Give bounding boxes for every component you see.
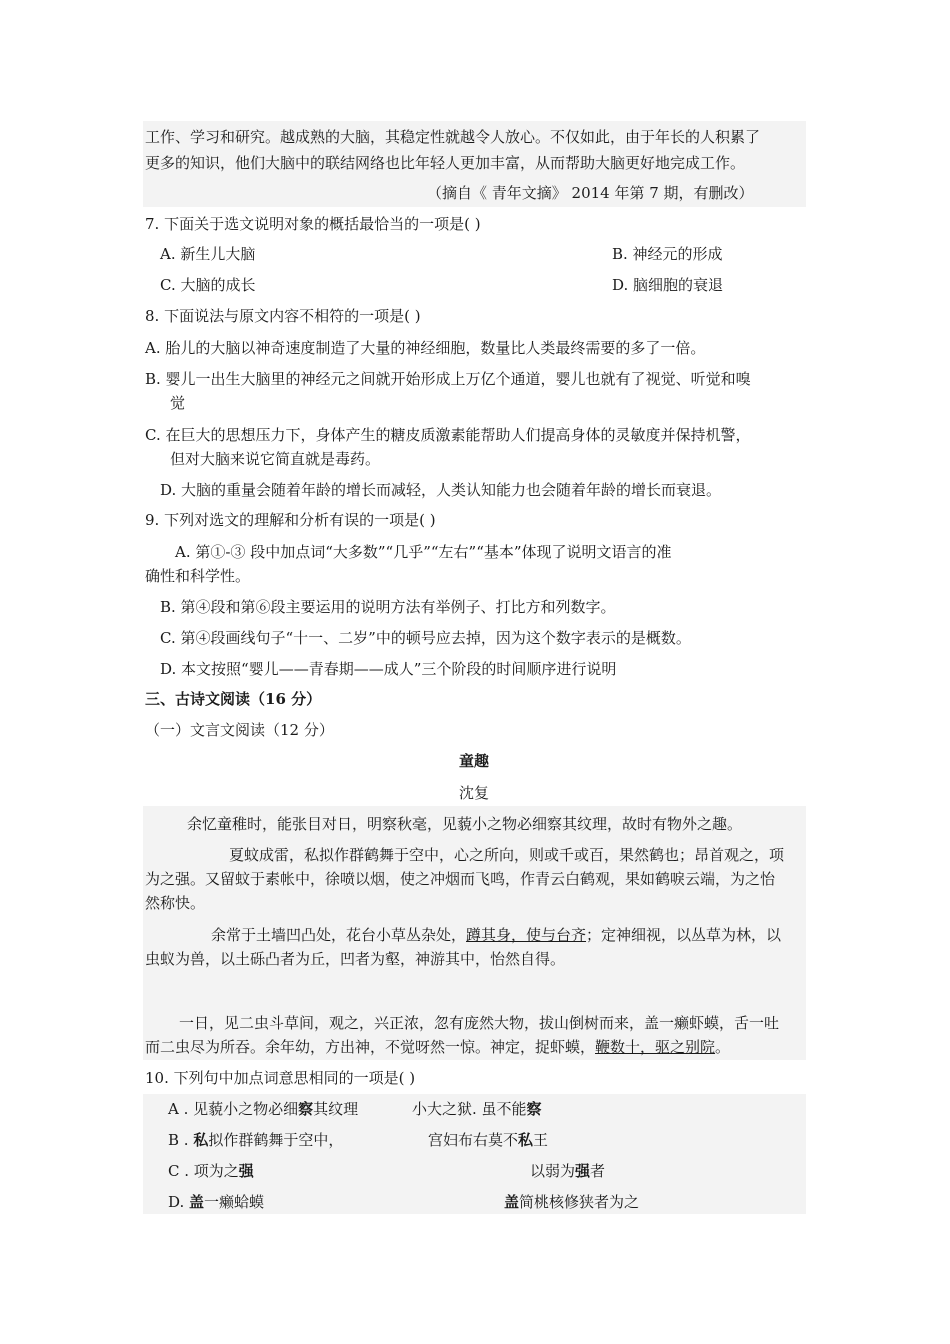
question-9-stem: 9. 下列对选文的理解和分析有误的一项是( )	[145, 511, 436, 529]
question-9-option-b: B. 第④段和第⑥段主要运用的说明方法有举例子、打比方和列数字。	[160, 598, 616, 616]
question-8-option-b: B. 婴儿一出生大脑里的神经元之间就开始形成上万亿个通道，婴儿也就有了视觉、听觉和嗅	[145, 370, 751, 388]
question-8-option-b-cont: 觉	[170, 394, 186, 412]
question-7-option-d: D. 脑细胞的衰退	[612, 276, 724, 294]
question-8-option-d: D. 大脑的重量会随着年龄的增长而减轻，人类认知能力也会随着年龄的增长而衰退。	[160, 481, 722, 499]
question-7-option-a: A. 新生儿大脑	[160, 245, 256, 263]
dotted-keyword: 盖	[189, 1193, 205, 1211]
text-paragraph-2-cont: 然称快。	[145, 894, 206, 912]
section-3-subheading: （一）文言文阅读（12 分）	[145, 721, 334, 739]
underlined-sentence: 鞭数十，驱之别院	[595, 1038, 716, 1056]
question-10-option-a-left	[168, 1099, 358, 1119]
dotted-keyword: 私	[518, 1131, 534, 1149]
text-paragraph-4: 一日，见二虫斗草间，观之，兴正浓，忽有庞然大物，拔山倒树而来，盖一癞虾蟆，舌一吐	[179, 1014, 780, 1032]
option-text: 以弱为	[530, 1162, 576, 1180]
dotted-keyword: 盖	[504, 1193, 520, 1211]
text-paragraph-4-cont	[145, 1037, 730, 1057]
question-8-option-c: C. 在巨大的思想压力下，身体产生的糖皮质激素能帮助人们提高身体的灵敏度并保持机警，	[145, 426, 751, 444]
option-text: 宫妇布右莫不	[428, 1131, 519, 1149]
question-8-stem: 8. 下面说法与原文内容不相符的一项是( )	[145, 307, 421, 325]
question-8-option-c-cont: 但对大脑来说它简直就是毒药。	[170, 450, 381, 468]
text-author: 沈复	[459, 784, 490, 802]
question-10-option-c-left	[168, 1161, 254, 1181]
question-7-stem: 7. 下面关于选文说明对象的概括最恰当的一项是( )	[145, 215, 481, 233]
question-9-option-c: C. 第④段画线句子“十一、二岁”中的顿号应去掉，因为这个数字表示的是概数。	[160, 629, 691, 647]
question-10-option-b-right	[428, 1130, 548, 1150]
question-9-option-d: D. 本文按照“婴儿——青春期——成人”三个阶段的时间顺序进行说明	[160, 660, 617, 678]
text-segment: 而二虫尽为所吞。余年幼，方出神，不觉呀然一惊。神定，捉虾蟆，	[145, 1038, 596, 1056]
option-text: A . 见藐小之物必细	[168, 1100, 299, 1118]
dotted-keyword: 察	[298, 1100, 314, 1118]
question-10-stem: 10. 下列句中加点词意思相同的一项是( )	[145, 1069, 416, 1087]
text-paragraph-3-cont: 虫蚁为兽，以土砾凸者为丘，凹者为壑，神游其中，怡然自得。	[145, 950, 566, 968]
question-10-option-a-right	[412, 1099, 542, 1119]
text-paragraph-1: 余忆童稚时，能张目对日，明察秋毫，见藐小之物必细察其纹理，故时有物外之趣。	[187, 815, 743, 833]
option-text: D.	[168, 1193, 190, 1211]
option-text: C . 项为之	[168, 1162, 239, 1180]
question-10-option-d-right	[504, 1192, 639, 1212]
text-paragraph-3	[211, 925, 781, 945]
text-title: 童趣	[459, 752, 490, 770]
text-paragraph-2: 夏蚊成雷，私拟作群鹤舞于空中，心之所向，则或千或百，果然鹤也；昂首观之，项	[229, 846, 785, 864]
option-text: 拟作群鹤舞于空中，	[208, 1131, 344, 1149]
question-9-option-a: A. 第①-③ 段中加点词“大多数”“几乎”“左右”“基本”体现了说明文语言的准	[175, 543, 672, 561]
text-segment: 余常于土墙凹凸处，花台小草丛杂处，	[211, 926, 467, 944]
question-7-option-b: B. 神经元的形成	[612, 245, 723, 263]
option-text: 简桃核修狭者为之	[519, 1193, 640, 1211]
question-8-option-a: A. 胎儿的大脑以神奇速度制造了大量的神经细胞，数量比人类最终需要的多了一倍。	[145, 339, 706, 357]
passage-source: （摘自《 青年文摘》 2014 年第 7 期，有删改）	[427, 184, 754, 202]
text-segment: 。	[715, 1038, 731, 1056]
question-10-option-d-left	[168, 1192, 264, 1212]
option-text: B .	[168, 1131, 194, 1149]
option-text: 者	[590, 1162, 606, 1180]
option-text: 小大之狱. 虽不能	[412, 1100, 527, 1118]
passage-line: 工作、学习和研究。越成熟的大脑，其稳定性就越令人放心。不仅如此，由于年长的人积累了	[145, 128, 761, 146]
text-paragraph-2-cont: 为之强。又留蚊于素帐中，徐喷以烟，使之冲烟而飞鸣，作青云白鹤观，果如鹤唳云端，为之怡	[145, 870, 776, 888]
option-text: 其纹理	[313, 1100, 359, 1118]
passage-line: 更多的知识，他们大脑中的联结网络也比年轻人更加丰富，从而帮助大脑更好地完成工作。	[145, 154, 746, 172]
question-10-option-c-right	[530, 1161, 605, 1181]
dotted-keyword: 强	[238, 1162, 254, 1180]
question-10-option-b-left	[168, 1130, 343, 1150]
dotted-keyword: 强	[575, 1162, 591, 1180]
question-9-option-a-cont: 确性和科学性。	[145, 567, 251, 585]
question-7-option-c: C. 大脑的成长	[160, 276, 256, 294]
section-3-heading: 三、古诗文阅读（16 分）	[145, 690, 322, 708]
dotted-keyword: 察	[526, 1100, 542, 1118]
option-text: 一癞蛤蟆	[204, 1193, 265, 1211]
underlined-sentence: 蹲其身，使与台齐	[466, 926, 587, 944]
text-segment: ；定神细视，以丛草为林，以	[586, 926, 782, 944]
option-text: 王	[533, 1131, 549, 1149]
dotted-keyword: 私	[193, 1131, 209, 1149]
